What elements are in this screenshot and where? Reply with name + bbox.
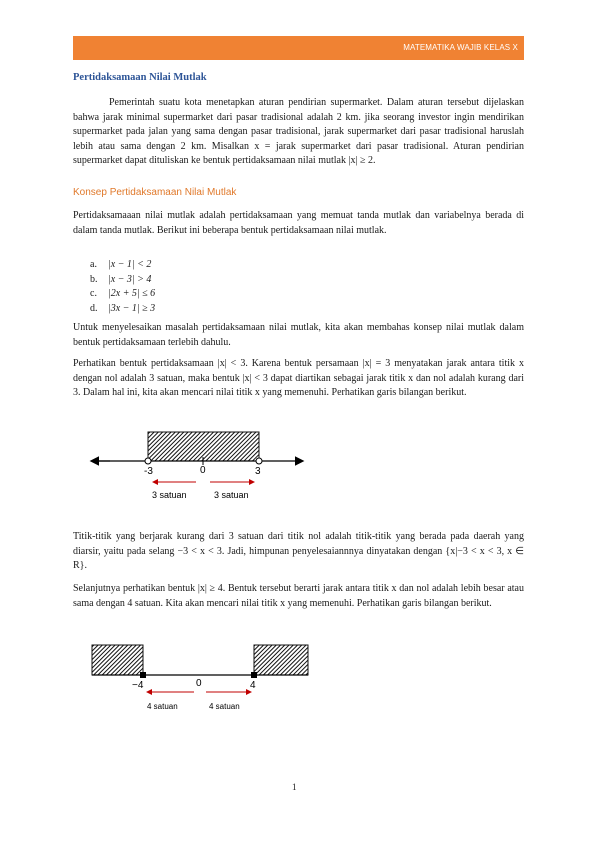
list-label: c.	[90, 288, 97, 299]
concept-paragraph: Pertidaksamaaan nilai mutlak adalah pertidaksamaan yang memuat tanda mutlak dan variabelnya berada di dalam tanda mutlak. Berikut ini beberapa bentuk pertidaksamaan nilai mutlak.	[73, 210, 524, 236]
subheading: Konsep Pertidaksamaan Nilai Mutlak	[73, 187, 237, 198]
greater-than-paragraph: Selanjutnya perhatikan bentuk |x| ≥ 4. Bentuk tersebut berarti jarak antara titik x dan nol adalah lebih besar atau sama dengan 4 satuan. Kita akan mencari nilai titik x yang memenuhi. Perhatikan garis bilangan berikut.	[73, 583, 524, 609]
shaded-region-left	[92, 645, 143, 675]
page-number: 1	[292, 782, 297, 792]
distance-label-left: 4 satuan	[147, 702, 178, 711]
tick-label-zero: 0	[196, 678, 202, 689]
tick-label-left: -3	[144, 466, 153, 477]
list-expr: |3x − 1| ≥ 3	[108, 302, 156, 314]
tick-label-left: −4	[132, 680, 144, 691]
intro-paragraph: Pemerintah suatu kota menetapkan aturan pendirian supermarket. Dalam aturan tersebut dijelaskan bahwa jarak minimal supermarket dari pasar tradisional adalah 2 km. jika seorang investor ingin mendirikan supermarket pada jalan yang sama dengan pasar tradisional, jarak supermarket dari pasar tradisional haruslah lebih atau sama dengan 2 km. Misalkan x = jarak supermarket dari pasar tradisional. Aturan pendirian supermarket dapat dituliskan ke bentuk pertidaksamaan nilai mutlak |x| ≥ 2.	[73, 97, 524, 166]
shaded-region-right	[254, 645, 308, 675]
list-expr: |2x + 5| ≤ 6	[108, 288, 156, 299]
list-label: a.	[90, 259, 97, 270]
closed-point-right	[251, 672, 257, 678]
distance-label-right: 4 satuan	[209, 702, 240, 711]
tick-label-right: 3	[255, 466, 261, 477]
distance-label-left: 3 satuan	[152, 490, 187, 500]
less-than-paragraph: Perhatikan bentuk pertidaksamaan |x| < 3. Karena bentuk persamaan |x| = 3 menyatakan jarak antara titik x dengan nol adalah 3 satuan, maka bentuk |x| < 3 dapat diartikan sebagai jarak titik x dan nol adalah kurang dari 3. Dalam hal ini, kita akan mencari nilai titik x yang memenuhi. Perhatikan garis bilangan berikut.	[73, 358, 524, 398]
tick-label-zero: 0	[200, 465, 206, 476]
list-label: d.	[90, 302, 98, 314]
list-expr: |x − 3| > 4	[108, 273, 152, 285]
distance-label-right: 3 satuan	[214, 490, 249, 500]
section-title: Pertidaksamaan Nilai Mutlak	[73, 72, 207, 83]
solve-paragraph: Untuk menyelesaikan masalah pertidaksamaan nilai mutlak, kita akan membahas konsep nilai mutlak dalam bentuk pertidaksamaan terlebih dahulu.	[73, 322, 524, 348]
closed-point-left	[140, 672, 146, 678]
list-expr: |x − 1| < 2	[108, 259, 152, 270]
tick-label-right: 4	[250, 680, 256, 691]
list-label: b.	[90, 273, 98, 285]
after-line1-paragraph: Titik-titik yang berjarak kurang dari 3 satuan dari titik nol adalah titik-titik yang berada pada daerah yang diarsir, yaitu pada selang −3 < x < 3. Jadi, himpunan penyelesaiannnya dinyatakan dengan {x|−3 < x < 3, x ∈ R}.	[73, 531, 524, 571]
header-title: MATEMATIKA WAJIB KELAS X	[403, 43, 518, 52]
